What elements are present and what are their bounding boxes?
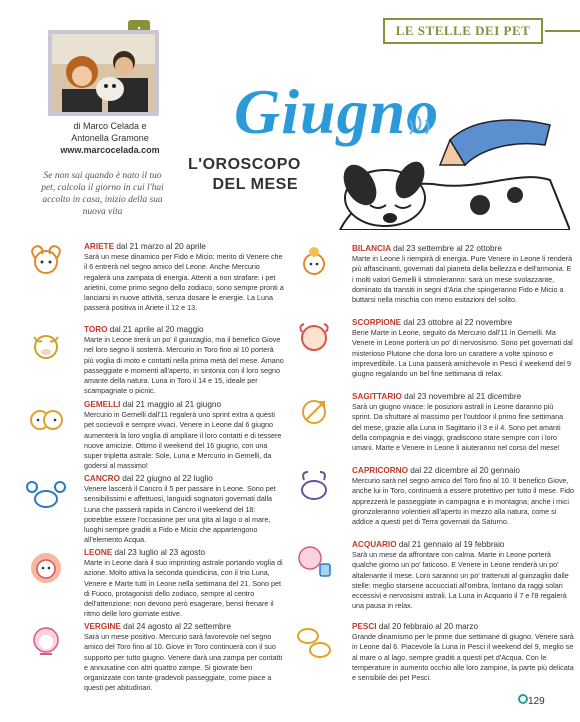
cancer-crab-icon [26, 475, 66, 515]
sign-entry-gemini: GEMELLI dal 21 maggio al 21 giugno Mercurio in Gemelli dall'11 regalerà uno sprint extra a questi pet socievoli e sempre vivaci. Venere in Leone dal 6 giugno aumenterà la loro voglia di ampliare il loro contatti e di tessere nuove amicizie. Ottimo il weekend del 16 giugno, con una super tripletta astrale: Sole, Luna e Mercurio in Gemelli, da godersi al massimo! [84, 400, 282, 471]
sign-entry-libra: BILANCIA dal 23 settembre al 22 ottobre Marte in Leone li riempirà di energia. Pure Venere in Leone li renderà più affascinanti, governati dal pianeta della bellezza e dell'armonia. E i molti valori Gemelli li stimoleranno: sarà un mese svolazzante, dominato da transiti in segni d'Aria che spingeranno Fido e Micio a buttarsi nella mischia con meno esitazioni del solito. [352, 244, 573, 305]
right-column [290, 0, 580, 722]
scorpio-scorpion-icon [294, 318, 334, 358]
sign-entry-aquarius: ACQUARIO dal 21 gennaio al 19 febbraio Sarà un mese da affrontare con calma. Marte in Leone porterà qualche giorno un po' faticoso. E Venere in Leone renderà un po' altalenante il mese. Loro saranno un po' trattenuti al guinzaglio dalle stelle: meglio starsene accucciati all'ombra, lontano da raggi solari eccessivi e nervosismi astrali. La Luna in Acquario il 7 e l'8 regalerà una pausa in relax. [352, 540, 569, 611]
sign-entry-capricorn: CAPRICORNO dal 22 dicembre al 20 gennaio Mercurio sarà nel segno amico del Toro fino al 10. Il benefico Giove, anche lui in Toro, continuerà a essere protettivo per tutto il mese. Fido apprezzerà le passeggiate in campagna e in montagna; anche i mici gironzoleranno volentieri all'aperto in mezzo alla natura, come si addice a questi pet di Terra governati da Saturno. [352, 466, 575, 527]
magazine-logo-icon [518, 694, 528, 704]
sign-entry-virgo: VERGINE dal 24 agosto al 22 settembre Sarà un mese positivo. Mercurio sarà favorevole nel segno amico del Toro fino al 10. Giove in Toro continuerà con il suo supporto per tutto giugno. Venere darà una zampa per contatti e annusatine con altri quattro zampe. Si giovrate ben organizzate con tante gradevoli passeggiate, come piace a questi pet abitudinari. [84, 622, 283, 693]
pisces-fish-icon [294, 622, 334, 662]
aries-ram-icon [26, 240, 66, 280]
leo-lion-icon [26, 548, 66, 588]
aquarius-water-bearer-icon [294, 540, 334, 580]
authors-line-1: di Marco Celada e [73, 121, 147, 131]
sign-entry-scorpio: SCORPIONE dal 23 ottobre al 22 novembre Bene Marte in Leone, seguito da Mercurio dall'11 in Gemelli. Ma Venere in Leone porterà un po' di nervosismo. Sono pet governati dal misterioso Plutone che dona loro un carattere a volte spinoso e imprevedibile. La Luna passerà amichevole in Pesci il weekend del 9 giugno regalando un bel fine settimana di relax. [352, 318, 573, 379]
sign-entry-aries: ARIETE dal 21 marzo al 20 aprile Sarà un mese dinamico per Fido e Micio: merito di Venere che il 6 entrerà nel segno amico del Leone. Anche Mercurio regalerà una zampata di energia. Attenti a non strafare: i pet arietini, come primo segno dello zodiaco, sono sempre pronti a lanciarsi in nuove attività, senza dosare le energie. La Luna passerà positiva in Ariete il 12 e 13. [84, 242, 284, 313]
sign-entry-cancer: CANCRO dal 22 giugno al 22 luglio Venere lascerà il Cancro il 5 per passare in Leone. Sono pet sensibilissimi e affettuosi, languidi sognatori governati dalla Luna che passerà rapida in Cancro il weekend del 18: potrebbe essere l'occasione per una gita al lago o al mare, luoghi sempre graditi a Fido e Micio che appartengono all'elemento Acqua. [84, 474, 276, 545]
sign-entry-sagittarius: SAGITTARIO dal 23 novembre al 21 dicembre Sarà un giugno vivace: le posizioni astrali in Leone daranno più sprint. Da sfruttare al massimo per l'outdoor il primo fine settimana del mese, grazie alla Luna in Sagittario il 3 e il 4. Sono pet amanti della compagnia e dei viaggi, gradiscono stare sempre con i loro umani. Marte e Venere in Leone li aiuteranno nel corso del mese! [352, 392, 564, 453]
virgo-maiden-icon [26, 622, 66, 662]
page-number: 129 [528, 696, 545, 707]
sign-entry-leo: LEONE dal 23 luglio al 23 agosto Marte in Leone darà il suo imprinting astrale portando voglia di azione. Molto attiva la seconda quindicina, con il trio Luna, Venere e Marte tutti in Leone nella settimana del 21. Sono pet di Fuoco, protagonisti dello zodiaco, sempre al centro dell'attenzione: non devono però esagerare, bensì frenare il ritmo delle loro giornate estive. [84, 548, 283, 619]
authors-line-2: Antonella Gramone [71, 133, 149, 143]
gemini-twins-icon [26, 398, 66, 438]
intro-quote: Se non sai quando è nato il tuo pet, calcola il giorno in cui l'hai accolto in casa, inizio della sua nuova vita [41, 171, 164, 217]
taurus-bull-icon [26, 325, 66, 365]
libra-scales-icon [294, 244, 334, 284]
page-subtitle: L'OROSCOPO DEL MESE [188, 156, 301, 193]
sign-entry-pisces: PESCI dal 20 febbraio al 20 marzo Grande dinamismo per le prime due settimane di giugno. Venere sarà in Leone dal 6. Piacevole la Luna in Pesci il weekend del 9, meglio se al mare o al lago, sempre graditi a questi pet d'Acqua. Con le temperature in aumento occhio alle loro zampine, la parte più delicata e sensibile dei pet Pesci. [352, 622, 574, 683]
authors-website-link[interactable]: www.marcocelada.com [60, 145, 160, 155]
capricorn-goat-icon [294, 466, 334, 506]
sign-entry-taurus: TORO dal 21 aprile al 20 maggio Marte in Leone tirerà un po' il guinzaglio, ma il benefico Giove nel loro segno li sosterrà. Mercurio in Toro fino al 10 porterà più voglia di moto e contatti nella prima metà del mese. Amano passeggiate e momenti all'aperto, in sintonia con il loro segno amante della natura. Luna in Toro il 14 e 15, ideale per scampagnate o picnic. [84, 325, 284, 396]
section-label: LE STELLE DEI PET [383, 18, 543, 44]
sagittarius-archer-icon [294, 392, 334, 432]
page-title: Giugno [234, 76, 440, 147]
